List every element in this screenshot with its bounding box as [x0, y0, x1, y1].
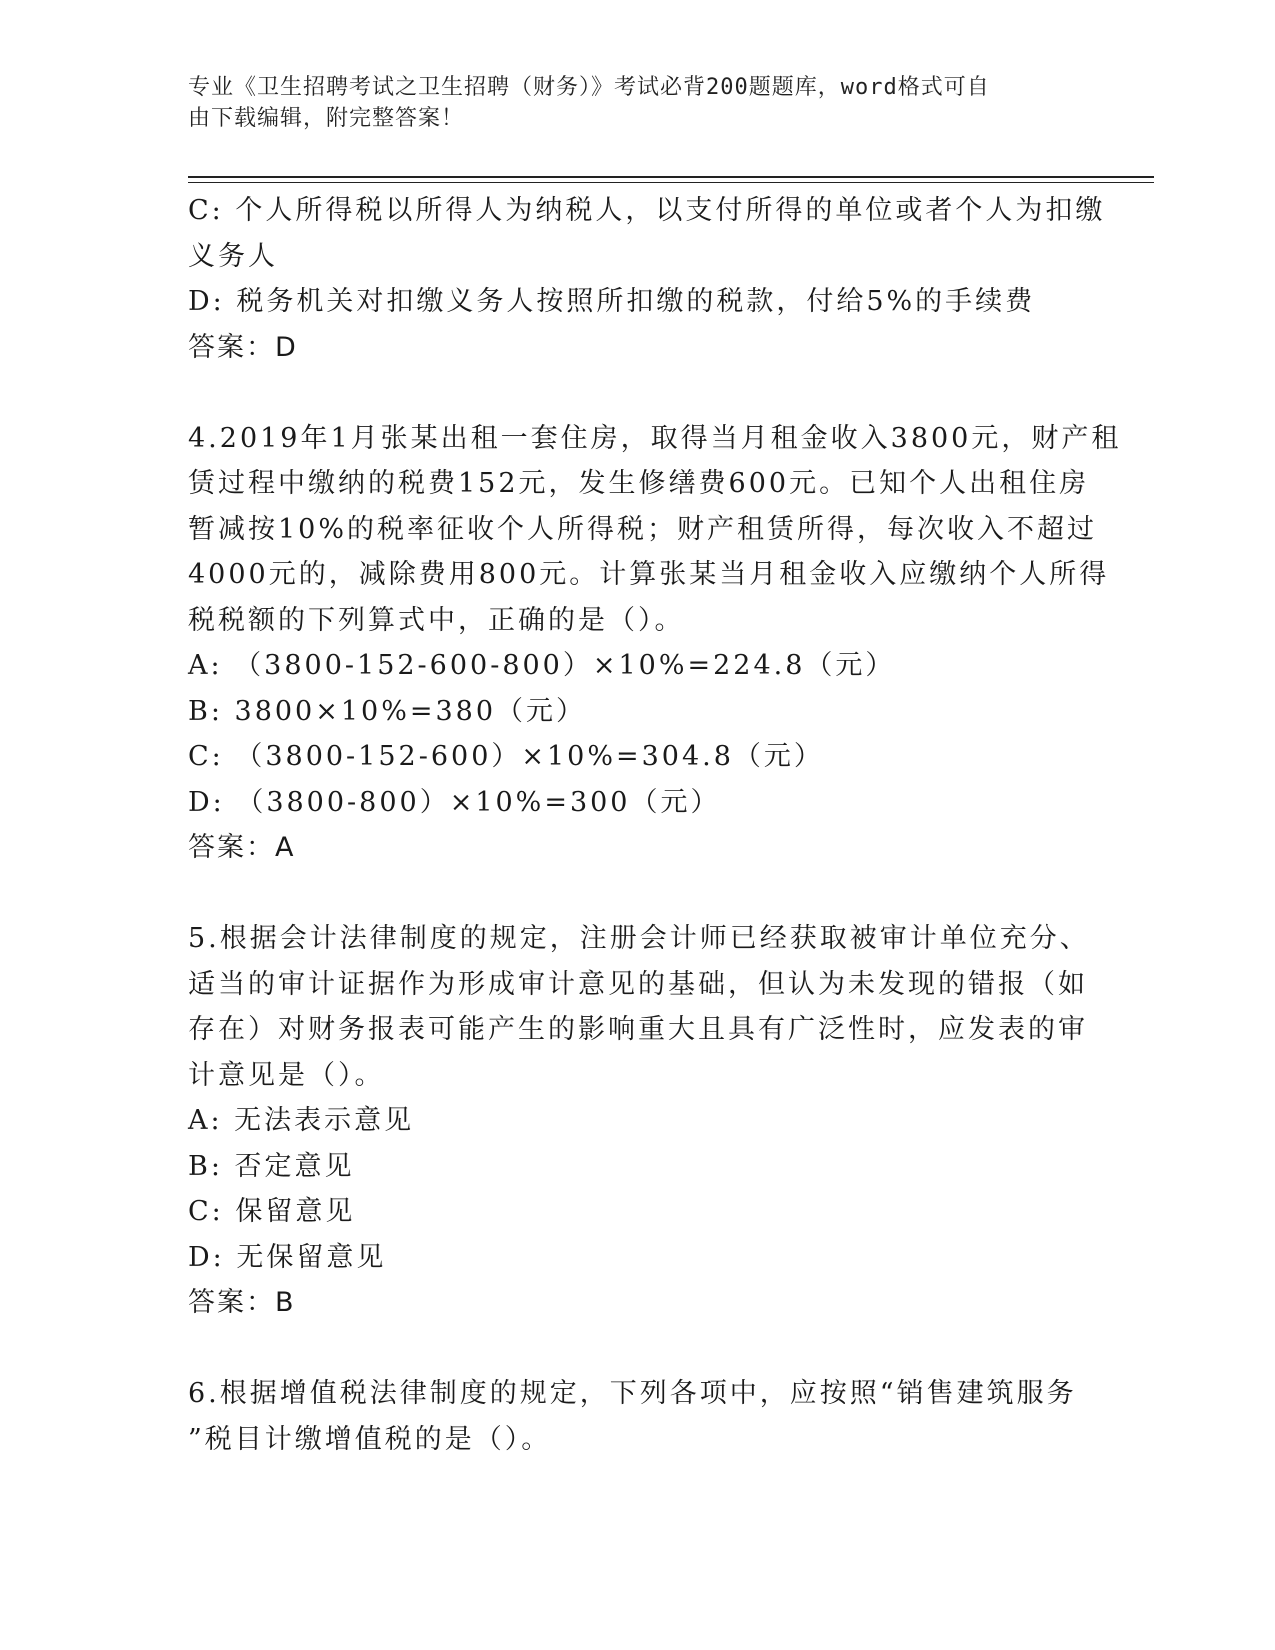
header-title-line-2: 由下载编辑，附完整答案！ [188, 106, 465, 131]
question-3-tail [188, 188, 1106, 370]
question-5 [188, 916, 1088, 1326]
q6-stem-line-1: 6.根据增值税法律制度的规定，下列各项中，应按照“销售建筑服务 [188, 1378, 1077, 1409]
q3-option-c-line-1: C: 个人所得税以所得人为纳税人，以支付所得的单位或者个人为扣缴 [188, 195, 1106, 226]
q4-stem-line-5: 税税额的下列算式中，正确的是（）。 [188, 604, 685, 636]
question-6 [188, 1371, 1088, 1462]
q4-option-c: C: （3800-152-600）×10%=304.8（元） [188, 741, 824, 772]
header-divider-thick [188, 176, 1154, 178]
document-body [188, 188, 1122, 1462]
spacer [188, 1326, 1088, 1372]
q5-stem-line-3: 存在）对财务报表可能产生的影响重大且具有广泛性时，应发表的审 [188, 1014, 1088, 1045]
q4-stem-line-3: 暂减按10%的税率征收个人所得税；财产租赁所得，每次收入不超过 [188, 513, 1098, 545]
q5-option-d: D: 无保留意见 [188, 1241, 387, 1273]
spacer [188, 370, 1088, 416]
q5-option-c: C: 保留意见 [188, 1196, 356, 1227]
q4-answer: 答案：A [188, 832, 296, 863]
q4-option-a: A: （3800-152-600-800）×10%=224.8（元） [188, 650, 896, 681]
q6-stem-line-2: ”税目计缴增值税的是（）。 [188, 1423, 552, 1455]
q4-stem-line-4: 4000元的，减除费用800元。计算张某当月租金收入应缴纳个人所得 [188, 559, 1110, 590]
q3-option-c-line-2: 义务人 [188, 240, 278, 272]
spacer [188, 871, 1088, 917]
header-divider-thin [188, 182, 1154, 183]
header-title-line-1: 专业《卫生招聘考试之卫生招聘（财务）》考试必背200题题库，word格式可自 [188, 75, 990, 100]
question-4 [188, 416, 1122, 871]
q5-answer: 答案：B [188, 1287, 296, 1318]
q4-stem-line-1: 4.2019年1月张某出租一套住房，取得当月租金收入3800元，财产租 [188, 422, 1122, 454]
q3-answer: 答案：D [188, 331, 298, 363]
q5-option-a: A: 无法表示意见 [188, 1105, 415, 1136]
q5-stem-line-1: 5.根据会计法律制度的规定，注册会计师已经获取被审计单位充分、 [188, 923, 1090, 954]
q5-option-b: B: 否定意见 [188, 1150, 355, 1182]
q4-option-b: B: 3800×10%=380（元） [188, 695, 587, 727]
q3-option-d: D: 税务机关对扣缴义务人按照所扣缴的税款，付给5%的手续费 [188, 286, 1036, 317]
q4-option-d: D: （3800-800）×10%=300（元） [188, 786, 721, 818]
q4-stem-line-2: 赁过程中缴纳的税费152元，发生修缮费600元。已知个人出租住房 [188, 468, 1090, 499]
q5-stem-line-4: 计意见是（）。 [188, 1059, 385, 1091]
document-header [188, 72, 1068, 134]
q5-stem-line-2: 适当的审计证据作为形成审计意见的基础，但认为未发现的错报（如 [188, 968, 1088, 1000]
